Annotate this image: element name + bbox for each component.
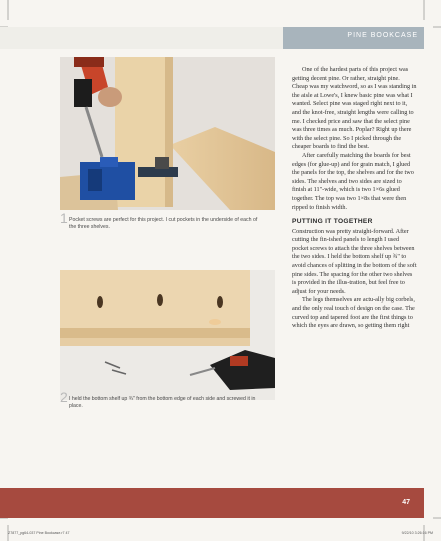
figure-number-1: 1	[60, 210, 68, 226]
figure-caption-1-text: Pocket screws are perfect for this project. I cut pockets in the underside of each of the three shelves.	[69, 217, 258, 230]
article-body	[292, 66, 417, 331]
figure-caption-1	[60, 210, 260, 231]
section-title: PINE BOOKCASE	[347, 32, 418, 39]
figure-number-2: 2	[60, 389, 68, 405]
print-slug-left: Z7877_pg64-037 Pine Bookcase.r7 47	[8, 531, 70, 535]
body-paragraph-4: The legs themselves are actu-ally big corbels, and the only real touch of design on the case. The curved top and tapered foot are the first things to which the eyes are drawn, so getting them right	[292, 296, 415, 330]
section-heading: PUTTING IT TOGETHER	[292, 218, 373, 226]
page-number: 47	[402, 499, 410, 506]
body-paragraph-1: One of the hardest parts of this project was getting decent pine. Or rather, straight pine. Cheap was my watchword, so as I was standing in the aisle at Lowe's, I knew basic pine was what I wanted. Select pine was staged right next to it, and the knot-free, straight lengths were calling to me. I checked price and saw that the select pine was three times as much. Poplar? Right up there with the select pine. So I picked through the cheaper boards to find the best.	[292, 66, 417, 151]
print-slug-right: 9/22/10 3:26:16 PM	[401, 531, 433, 535]
body-paragraph-3: Construction was pretty straight-forward. After cutting the fin-ished panels to length I used pocket screws to attach the three shelves between the two sides. I held the bottom shelf up ¾" to avoid chances of splitting in the bottom of the soft pine sides. The spacing for the other two shelves is provided in the illus-tration, but feel free to adjust for your needs.	[292, 227, 417, 295]
figure-caption-2	[60, 389, 270, 410]
photo-pocket-hole-jig	[60, 57, 275, 210]
footer-band	[0, 488, 424, 518]
header-band	[283, 27, 424, 49]
figure-caption-2-text: I held the bottom shelf up ¾" from the bottom edge of each side and screwed it in place.	[69, 396, 256, 409]
body-paragraph-2: After carefully matching the boards for best edges (for glue-up) and for grain match, I glued the panels for the top, the shelves and for the two sides. The shelves and two sides are sized to finish at 11"-wide, which is two 1×6s glued together. The top was two 1×8s that were then ripped to finish width.	[292, 151, 414, 211]
header-band-left	[0, 27, 283, 49]
